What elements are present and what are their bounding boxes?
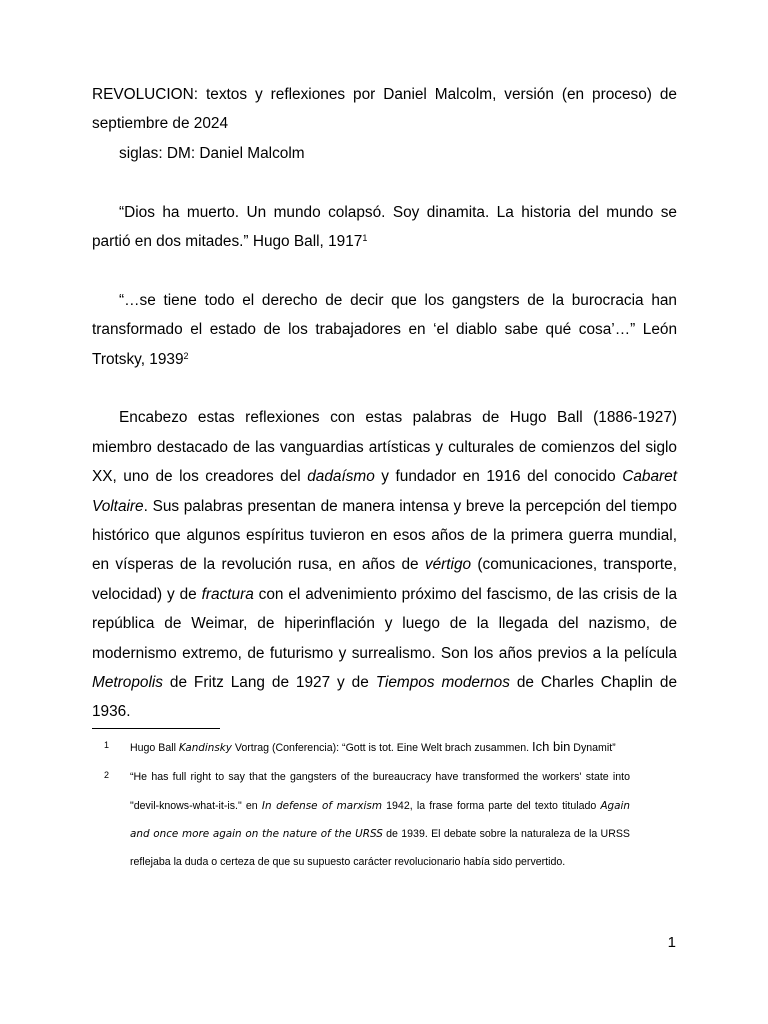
footnote-text: Hugo Ball — [130, 742, 179, 754]
footnote-2 — [92, 763, 630, 876]
footnote-text: 1942, la frase forma parte del texto titulado — [381, 799, 601, 812]
body-text: de Fritz Lang de 1927 y de — [163, 674, 376, 692]
body-text: . Sus palabras presentan de manera intensa y breve la percepción del tiempo histórico que algunos espíritus tuvieron en esos años de la primera guerra mundial, en vísperas de la revolución rusa, en años de — [92, 497, 677, 574]
body-text: (comunicaciones, transporte, velocidad) y de — [92, 556, 677, 603]
body-text: Encabezo estas reflexiones con estas palabras de Hugo Ball (1886-1927) miembro destacado de las vanguardias artísticas y culturales de comienzos del siglo XX, uno de los creadores del — [92, 409, 677, 486]
epigraph-quote-trotsky — [92, 286, 677, 374]
body-text: y fundador en 1916 del conocido — [374, 468, 623, 486]
footnote-italic: In defense of marxism — [261, 799, 382, 812]
footnote-italic: Kandinsky — [178, 742, 232, 754]
paragraph-gap — [92, 168, 677, 197]
body-italic: Cabaret Voltaire — [92, 468, 677, 515]
page-number: 1 — [667, 934, 676, 951]
epigraph-quote-ball — [92, 198, 677, 257]
document-title: REVOLUCION: textos y reflexiones por Daniel Malcolm, versión (en proceso) de septiembre de 2024 — [92, 86, 677, 133]
footnote-number: 1 — [104, 740, 110, 750]
footnote-ref-2[interactable]: 2 — [183, 350, 189, 361]
body-italic: Tiempos modernos — [375, 674, 510, 692]
quote-text: “…se tiene todo el derecho de decir que los gangsters de la burocracia han transformado el estado de los trabajadores en ‘el diablo sabe qué cosa’…” León Trotsky, 1939 — [92, 291, 677, 368]
footnote-italic: Again and once more again on the nature of the URSS — [130, 799, 630, 840]
paragraph-gap — [92, 374, 677, 403]
footnote-separator — [92, 728, 220, 729]
document-body — [92, 80, 677, 727]
body-italic: Metropolis — [92, 674, 163, 692]
footnote-text: Vortrag (Conferencia): “Gott is tot. Eine Welt brach zusammen. — [231, 742, 533, 754]
footnote-text: de 1939. El debate sobre la naturaleza de la URSS reflejaba la duda o certeza de que su supuesto carácter revolucionario había sido pervertido. — [130, 827, 630, 869]
body-text: de Charles Chaplin de 1936. — [92, 674, 677, 721]
footnote-ref-1[interactable]: 1 — [362, 233, 368, 244]
paragraph-gap — [92, 256, 677, 285]
body-text: con el advenimiento próximo del fascismo, de las crisis de la república de Weimar, de hiperinflación y luego de la llegada del nazismo, de modernismo extremo, de futurismo y surrealismo. Son los años previos a la película — [92, 585, 678, 662]
footnote-text: Ich bin — [532, 739, 571, 754]
body-italic: fractura — [201, 585, 254, 603]
quote-text: “Dios ha muerto. Un mundo colapsó. Soy dinamita. La historia del mundo se partió en dos mitades.” Hugo Ball, 1917 — [92, 203, 677, 251]
body-paragraph — [92, 403, 677, 726]
footnote-number: 2 — [104, 770, 110, 781]
abbreviations-line: siglas: DM: Daniel Malcolm — [119, 144, 305, 162]
body-italic: dadaísmo — [307, 468, 375, 486]
footnote-text: “He has full right to say that the gangsters of the bureaucracy have transformed the workers' state into "devil-knows-what-it-is." en — [130, 771, 630, 812]
footnote-text: Dynamit” — [570, 742, 616, 754]
body-italic: vértigo — [424, 556, 472, 574]
footnote-1 — [92, 733, 630, 762]
footnotes-section — [92, 733, 630, 877]
